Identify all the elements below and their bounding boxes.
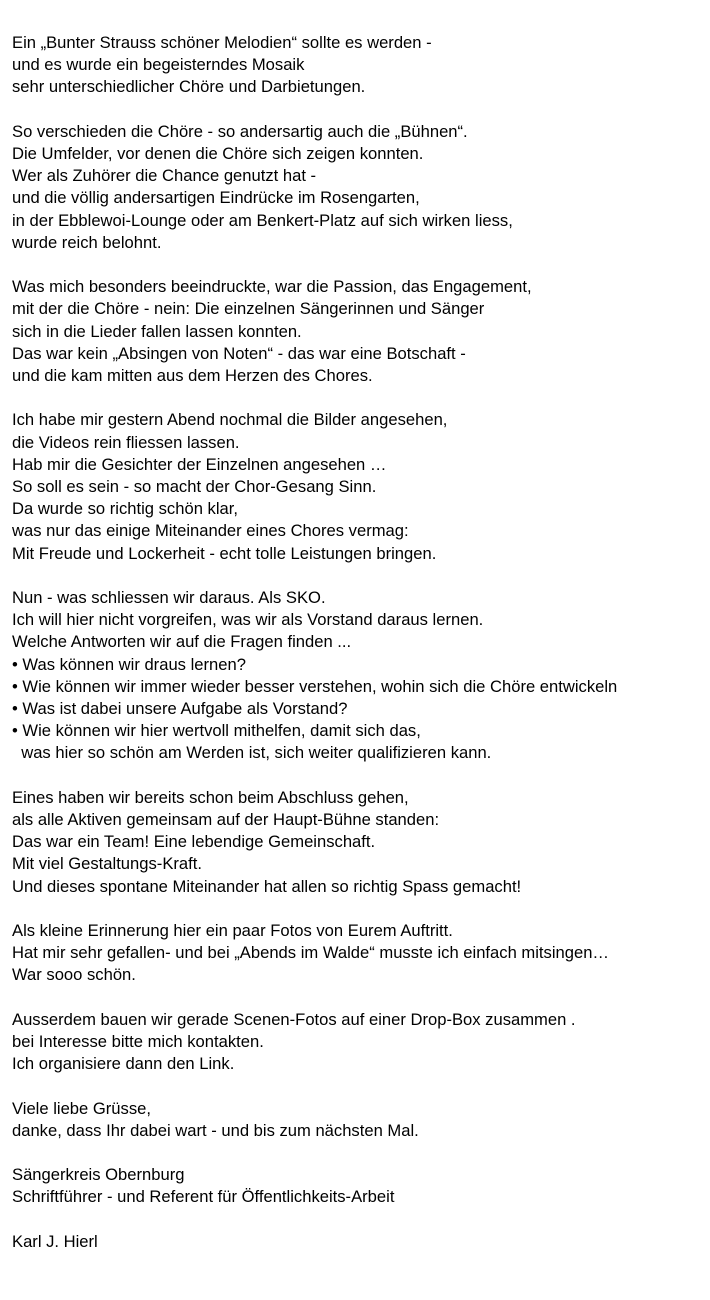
- text-line: danke, dass Ihr dabei wart - und bis zum nächsten Mal.: [12, 1120, 419, 1140]
- text-line: sich in die Lieder fallen lassen konnten.: [12, 321, 302, 341]
- organization-name: Sängerkreis Obernburg: [12, 1165, 185, 1185]
- text-line: Welche Antworten wir auf die Fragen finden ...: [12, 632, 352, 652]
- text-line: Und dieses spontane Miteinander hat allen so richtig Spass gemacht!: [12, 876, 522, 896]
- bullet-item: • Was können wir draus lernen?: [12, 654, 246, 674]
- bullet-item-continuation: was hier so schön am Werden ist, sich weiter qualifizieren kann.: [12, 743, 492, 763]
- bullet-item: • Wie können wir immer wieder besser verstehen, wohin sich die Chöre entwickeln: [12, 676, 618, 696]
- bullet-item: • Was ist dabei unsere Aufgabe als Vorstand?: [12, 699, 348, 719]
- text-line: Nun - was schliessen wir daraus. Als SKO.: [12, 588, 326, 608]
- letter-body: [12, 32, 706, 1275]
- paragraph-stages: [12, 121, 706, 254]
- paragraph-passion: [12, 276, 706, 387]
- text-line: Die Umfelder, vor denen die Chöre sich zeigen konnten.: [12, 144, 424, 163]
- text-line: Viele liebe Grüsse,: [12, 1098, 151, 1118]
- text-line: Da wurde so richtig schön klar,: [12, 499, 238, 519]
- text-line: Hab mir die Gesichter der Einzelnen angesehen …: [12, 454, 387, 474]
- text-line: und die völlig andersartigen Eindrücke im Rosengarten,: [12, 188, 420, 208]
- author-role: Schriftführer - und Referent für Öffentlichkeits-Arbeit: [12, 1187, 395, 1207]
- text-line: als alle Aktiven gemeinsam auf der Haupt-Bühne standen:: [12, 810, 440, 830]
- paragraph-organization: [12, 1164, 706, 1208]
- text-line: Das war kein „Absingen von Noten“ - das war eine Botschaft -: [12, 343, 466, 363]
- text-line: sehr unterschiedlicher Chöre und Darbietungen.: [12, 77, 366, 97]
- text-line: War sooo schön.: [12, 965, 136, 985]
- text-line: Mit viel Gestaltungs-Kraft.: [12, 854, 202, 874]
- text-line: mit der die Chöre - nein: Die einzelnen Sängerinnen und Sänger: [12, 299, 485, 319]
- text-line: bei Interesse bitte mich kontakten.: [12, 1032, 264, 1052]
- text-line: Ich habe mir gestern Abend nochmal die Bilder angesehen,: [12, 410, 448, 430]
- text-line: in der Ebblewoi-Lounge oder am Benkert-Platz auf sich wirken liess,: [12, 210, 513, 230]
- paragraph-greeting: [12, 1098, 706, 1142]
- paragraph-signature: [12, 1231, 706, 1253]
- text-line: wurde reich belohnt.: [12, 232, 162, 252]
- text-line: und die kam mitten aus dem Herzen des Chores.: [12, 366, 373, 386]
- text-line: Was mich besonders beeindruckte, war die Passion, das Engagement,: [12, 277, 532, 297]
- text-line: So verschieden die Chöre - so andersartig auch die „Bühnen“.: [12, 121, 468, 141]
- text-line: Ich will hier nicht vorgreifen, was wir als Vorstand daraus lernen.: [12, 610, 484, 630]
- text-line: die Videos rein fliessen lassen.: [12, 432, 240, 452]
- text-line: Mit Freude und Lockerheit - echt tolle Leistungen bringen.: [12, 543, 437, 563]
- text-line: Ausserdem bauen wir gerade Scenen-Fotos auf einer Drop-Box zusammen .: [12, 1009, 576, 1029]
- paragraph-intro: [12, 32, 706, 99]
- text-line: Eines haben wir bereits schon beim Abschluss gehen,: [12, 787, 409, 807]
- text-line: Ich organisiere dann den Link.: [12, 1054, 235, 1074]
- text-line: und es wurde ein begeisterndes Mosaik: [12, 55, 305, 75]
- text-line: Das war ein Team! Eine lebendige Gemeinschaft.: [12, 832, 376, 852]
- paragraph-questions: [12, 587, 706, 765]
- text-line: Wer als Zuhörer die Chance genutzt hat -: [12, 166, 317, 186]
- text-line: Hat mir sehr gefallen- und bei „Abends im Walde“ musste ich einfach mitsingen…: [12, 943, 610, 963]
- paragraph-dropbox: [12, 1009, 706, 1076]
- text-line: was nur das einige Miteinander eines Chores vermag:: [12, 521, 409, 541]
- text-line: So soll es sein - so macht der Chor-Gesang Sinn.: [12, 477, 377, 497]
- paragraph-photos: [12, 920, 706, 987]
- bullet-item: • Wie können wir hier wertvoll mithelfen, damit sich das,: [12, 721, 421, 741]
- text-line: Ein „Bunter Strauss schöner Melodien“ sollte es werden -: [12, 33, 432, 52]
- paragraph-pictures: [12, 409, 706, 564]
- author-name: Karl J. Hierl: [12, 1231, 98, 1251]
- paragraph-team: [12, 787, 706, 898]
- text-line: Als kleine Erinnerung hier ein paar Fotos von Eurem Auftritt.: [12, 921, 453, 941]
